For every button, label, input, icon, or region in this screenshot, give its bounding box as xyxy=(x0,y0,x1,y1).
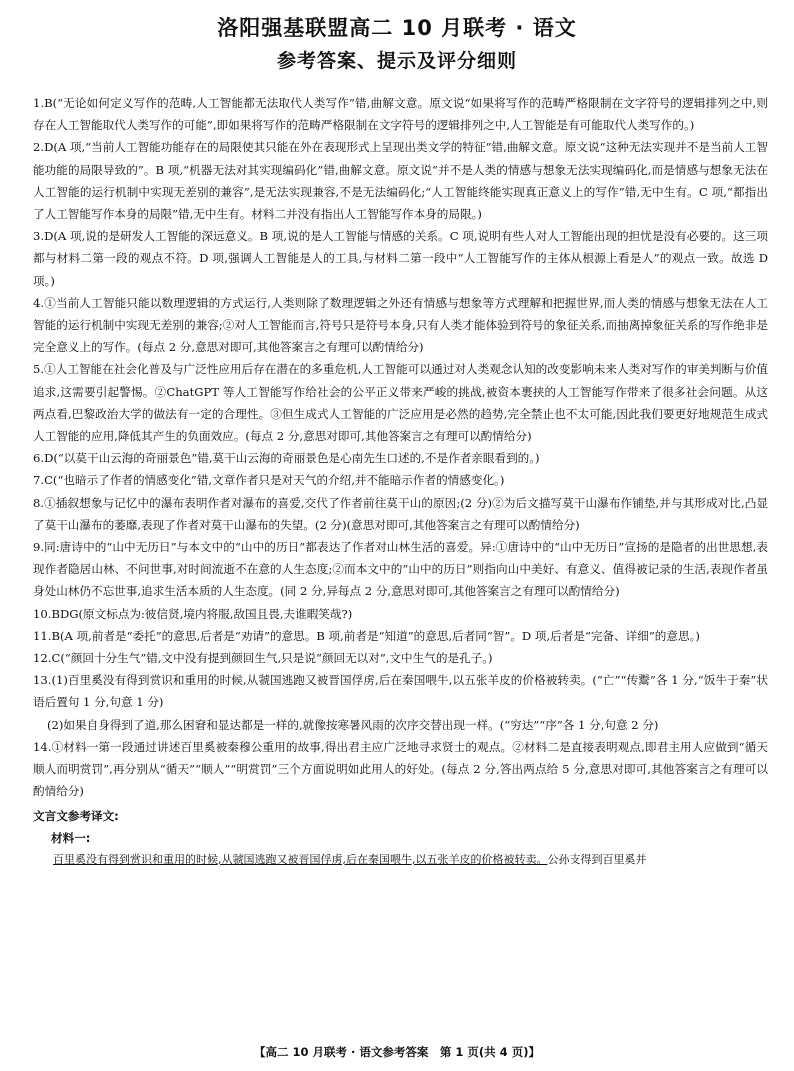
answer-text: C(“颜回十分生气”错,文中没有提到颜回生气,只是说“颜回无以对”,文中生气的是孔子。) xyxy=(51,651,493,666)
answers-list xyxy=(33,92,768,803)
answer-number: 7. xyxy=(33,473,45,488)
answer-item xyxy=(33,92,768,136)
answer-number: 2. xyxy=(33,140,45,155)
answers-body xyxy=(33,92,768,871)
answer-text: ①当前人工智能只能以数理逻辑的方式运行,人类则除了数理逻辑之外还有情感与想象等方式理解和把握世界,而人类的情感与想象无法在人工智能的运行机制中实现无差别的兼容;②对人工智能而言,符号只是符号本身,只有人类才能体验到符号的象征关系,而抽离掉象征关系的写作绝非是完全意义上的写作。(每点 2 分,意思对即可,其他答案言之有理可以酌情给分) xyxy=(33,295,768,355)
answer-number: 10. xyxy=(33,606,52,621)
material-one-label: 材料一: xyxy=(51,830,91,845)
translation-heading: 文言文参考译文: xyxy=(33,808,119,823)
answer-item xyxy=(33,492,768,536)
answer-item xyxy=(33,292,768,359)
answer-number: 1. xyxy=(33,96,45,110)
answer-number: 8. xyxy=(33,495,45,510)
answer-text: 同:唐诗中的“山中无历日”与本文中的“山中的历日”都表达了作者对山林生活的喜爱。异:①唐诗中的“山中无历日”宣扬的是隐者的出世思想,表现作者隐居山林、不问世事,对时间流逝不在意的人生态度;②而本文中的“山中的历日”则指向山中美好、有意义、值得被记录的生活,表现作者虽身处山林仍不忘世事,追求生活本质的人生态度。(同 2 分,异每点 2 分,意思对即可,其他答案言之有理可以酌情给分) xyxy=(33,540,768,599)
page-title: 洛阳强基联盟高二 10 月联考 · 语文 xyxy=(217,16,577,40)
answer-number: 9. xyxy=(33,540,45,555)
answer-text: ①插叙想象与记忆中的瀑布表明作者对瀑布的喜爱,交代了作者前往莫干山的原因;(2 分)②为后文描写莫干山瀑布作铺垫,并与其形成对比,凸显了莫干山瀑布的萎靡,表现了作者对莫干山瀑布的失望。(2 分)(意思对即可,其他答案言之有理可以酌情给分) xyxy=(33,495,768,532)
answer-number: 5. xyxy=(33,362,45,377)
translation-line xyxy=(33,849,768,871)
answer-text: ①人工智能在社会化普及与广泛性应用后存在潜在的多重危机,人工智能可以通过对人类观念认知的改变影响未来人类对写作的审美判断与价值追求,这需要引起警惕。②ChatGPT 等人工智能写作给社会的公平正义带来严峻的挑战,被资本裹挟的人工智能写作带来了很多社会问题。从这两点看,巴黎政治大学的做法有一定的合理性。③但生成式人工智能的广泛应用是必然的趋势,完全禁止也不太可能,因此我们要更好地规范生成式人工智能的应用,降低其产生的负面效应。(每点 2 分,意思对即可,其他答案言之有理可以酌情给分) xyxy=(33,362,768,444)
page-footer: 【高二 10 月联考 · 语文参考答案 第 1 页(共 4 页)】 xyxy=(254,1045,540,1059)
answer-number: 11. xyxy=(33,628,52,643)
answer-text: C(“也暗示了作者的情感变化”错,文章作者只是对天气的介绍,并不能暗示作者的情感变化。) xyxy=(44,473,505,488)
answer-item xyxy=(33,736,768,803)
answer-item xyxy=(33,669,768,736)
answer-item xyxy=(33,647,768,669)
answer-text: B(A 项,前者是“委托”的意思,后者是“劝请”的意思。B 项,前者是“知道”的意思,后者同“智”。D 项,后者是“完备、详细”的意思。) xyxy=(51,628,700,643)
answer-text: D(“以莫干山云海的奇丽景色”错,莫干山云海的奇丽景色是心南先生口述的,不是作者亲眼看到的。) xyxy=(44,451,540,466)
answer-item xyxy=(33,136,768,225)
answer-text: D(A 项,说的是研发人工智能的深远意义。B 项,说的是人工智能与情感的关系。C 项,说明有些人对人工智能出现的担忧是没有必要的。这三项都与材料二第一段的观点不符。D 项,强调人工智能是人的工具,与材料二第一段中“人工智能写作的主体从根源上看是人”的观点一致。故选 D 项。) xyxy=(33,229,768,288)
answer-item xyxy=(33,358,768,447)
answer-number: 3. xyxy=(33,229,45,244)
answer-text: D(A 项,“当前人工智能功能存在的局限使其只能在外在表现形式上呈现出类文学的特征”错,曲解文意。原文说“这种无法实现并不是当前人工智能功能的局限导致的”。B 项,“机器无法对其实现编码化”错,曲解文意。原文说“并不是人类的情感与想象无法实现编码化,而是情感与想象无法在人工智能的运行机制中实现无差别的兼容”,是无法实现兼容,不是无法编码化;“人工智能终能实现真正意义上的写作”错,无中生有。C 项,“都指出了人工智能写作本身的局限”错,无中生有。材料二并没有指出人工智能写作本身的局限。) xyxy=(33,140,768,222)
translation-underlined-text: 百里奚没有得到赏识和重用的时候,从虢国逃跑又被晋国俘虏,后在秦国喂牛,以五张羊皮的价格被转卖。 xyxy=(53,852,548,866)
translation-rest-text: 公孙支得到百里奚并 xyxy=(547,852,647,866)
answer-text: (1)百里奚没有得到赏识和重用的时候,从虢国逃跑又被晋国俘虏,后在秦国喂牛,以五张羊皮的价格被转卖。(“亡”“传鬻”各 1 分,“饭牛于秦”状语后置句 1 分,句意 1 分) xyxy=(33,673,768,710)
answer-item xyxy=(33,603,768,625)
answer-number: 12. xyxy=(33,651,52,666)
page-subtitle: 参考答案、提示及评分细则 xyxy=(276,50,517,72)
answer-number: 6. xyxy=(33,451,45,466)
answer-number: 13. xyxy=(33,673,52,688)
answer-text: BDG(原文标点为:彼信贤,境内将服,敌国且畏,夫谁暇笑哉?) xyxy=(51,606,353,621)
answer-item xyxy=(33,469,768,491)
answer-subtext: (2)如果自身得到了道,那么困窘和显达都是一样的,就像按寒暑风雨的次序交替出现一样。(“穷达”“序”各 1 分,句意 2 分) xyxy=(47,717,659,732)
answer-number: 4. xyxy=(33,295,45,310)
answer-text: B(“无论如何定义写作的范畴,人工智能都无法取代人类写作”错,曲解文意。原文说“如果将写作的范畴严格限制在文字符号的逻辑排列之中,则存在人工智能取代人类写作的可能”,即如果将写作的范畴严格限制在文字符号的逻辑排列之中,人工智能是有可能取代人类写作的。) xyxy=(33,96,768,133)
answer-item xyxy=(33,447,768,469)
answer-item xyxy=(33,536,768,603)
answer-item xyxy=(33,625,768,647)
answer-item xyxy=(33,225,768,292)
answer-text: ①材料一第一段通过讲述百里奚被秦穆公重用的故事,得出君主应广泛地寻求贤士的观点。②材料二是直接表明观点,即君主用人应做到“循天顺人而明赏罚”,再分别从“循天”“顺人”“明赏罚”三个方面说明如此用人的好处。(每点 2 分,答出两点给 5 分,意思对即可,其他答案言之有理可以酌情给分) xyxy=(33,739,768,799)
answer-number: 14. xyxy=(33,739,52,754)
